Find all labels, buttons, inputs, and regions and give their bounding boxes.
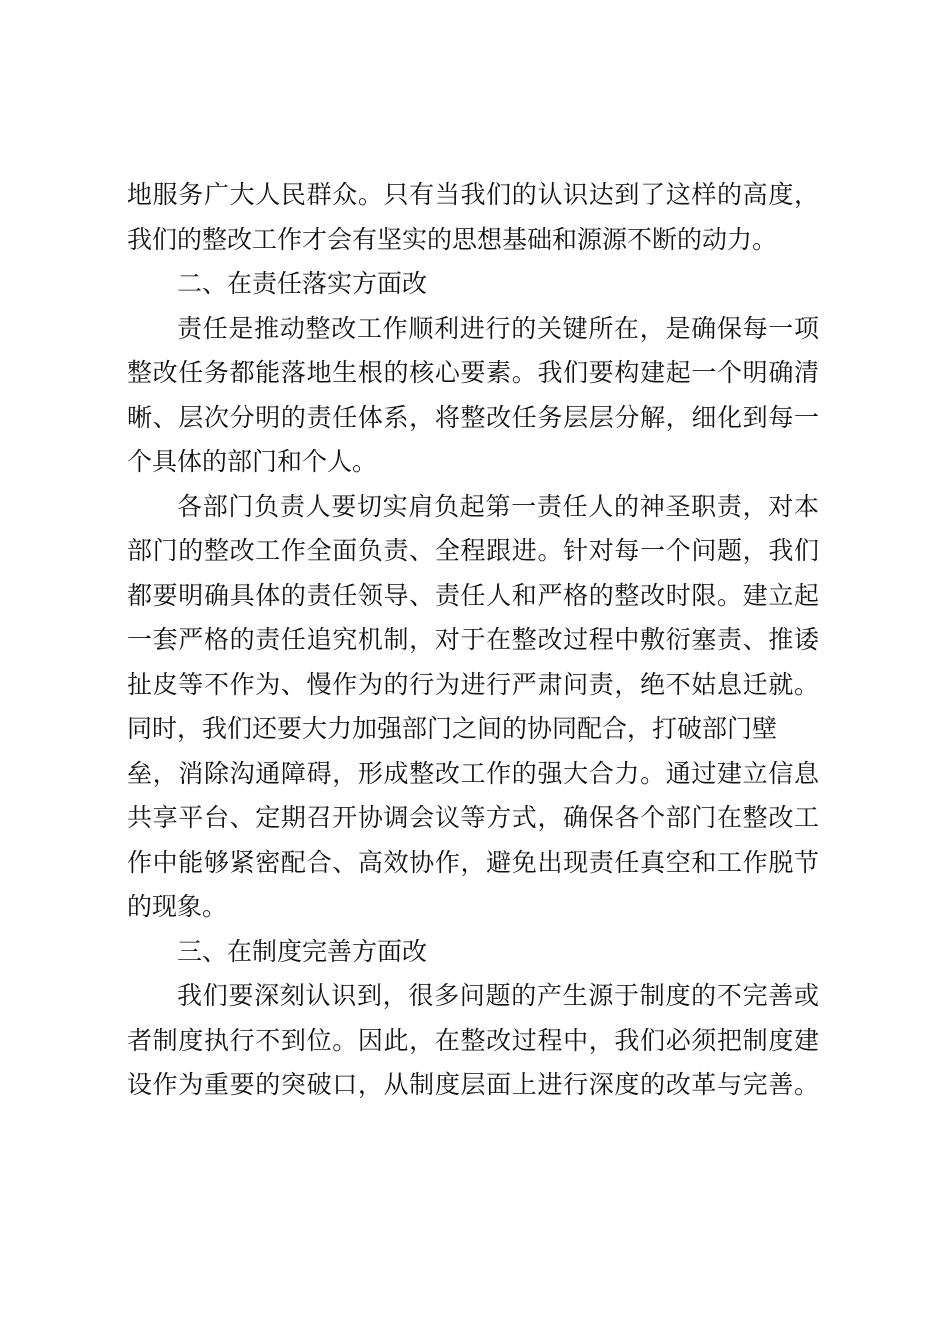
text-line: 作中能够紧密配合、高效协作，避免出现责任真空和工作脱节 (127, 847, 819, 877)
text-line: 垒，消除沟通障碍，形成整改工作的强大合力。通过建立信息 (127, 758, 819, 788)
text-line: 一套严格的责任追究机制，对于在整改过程中敷衍塞责、推诿 (127, 625, 819, 654)
text-line: 晰、层次分明的责任体系，将整改任务层层分解，细化到每一 (127, 402, 819, 432)
text-line: 部门的整改工作全面负责、全程跟进。针对每一个问题，我们 (127, 536, 819, 565)
text-line: 都要明确具体的责任领导、责任人和严格的整改时限。建立起 (127, 580, 819, 610)
text-line: 个具体的部门和个人。 (127, 447, 378, 476)
document-body (127, 173, 819, 1108)
text-line: 者制度执行不到位。因此，在整改过程中，我们必须把制度建 (127, 1025, 819, 1055)
paragraph-first-line: 三、在制度完善方面改 (177, 936, 428, 966)
paragraph-first-line: 责任是推动整改工作顺利进行的关键所在，是确保每一项 (177, 313, 819, 343)
text-line: 我们的整改工作才会有坚实的思想基础和源源不断的动力。 (127, 224, 778, 254)
text-line: 整改任务都能落地生根的核心要素。我们要构建起一个明确清 (127, 358, 819, 387)
paragraph-first-line: 我们要深刻认识到，很多问题的产生源于制度的不完善或 (177, 981, 819, 1010)
paragraph-first-line: 各部门负责人要切实肩负起第一责任人的神圣职责，对本 (177, 491, 819, 521)
text-line: 同时，我们还要大力加强部门之间的协同配合，打破部门壁 (127, 714, 778, 743)
text-line: 设作为重要的突破口，从制度层面上进行深度的改革与完善。 (127, 1070, 819, 1099)
text-line: 地服务广大人民群众。只有当我们的认识达到了这样的高度， (127, 180, 819, 209)
text-line: 扯皮等不作为、慢作为的行为进行严肃问责，绝不姑息迁就。 (127, 669, 819, 699)
text-line: 的现象。 (127, 892, 228, 921)
paragraph-first-line: 二、在责任落实方面改 (177, 269, 428, 298)
text-line: 共享平台、定期召开协调会议等方式，确保各个部门在整改工 (127, 803, 819, 832)
